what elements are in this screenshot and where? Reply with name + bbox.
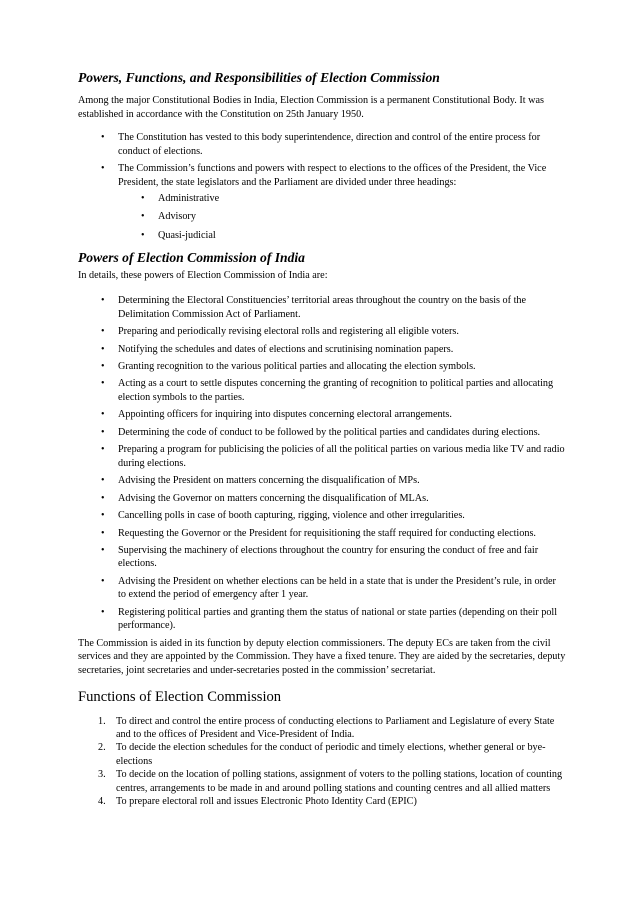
list-item: • Acting as a court to settle disputes concerning the granting of recognition to political parties and allocating election symbols to the parties. <box>101 378 554 403</box>
list-item: 3. To decide on the location of polling stations, assignment of voters to the polling stations, location of counting centres, arrangements to be made in and around polling stations and counting centres and all allied matters <box>98 769 563 794</box>
bullet-icon: • <box>101 527 105 539</box>
bullet-icon: • <box>101 444 105 456</box>
bullet-icon: • <box>101 426 105 438</box>
headings-sub-list <box>118 192 566 242</box>
bullet-icon: • <box>101 409 105 421</box>
list-item: • Granting recognition to the various political parties and allocating the election symbols. <box>101 360 476 372</box>
list-item: • Preparing and periodically revising electoral rolls and registering all eligible voters. <box>101 326 459 338</box>
bullet-icon: • <box>141 211 145 223</box>
list-item: • Notifying the schedules and dates of elections and scrutinising nomination papers. <box>101 343 454 355</box>
intro-paragraph: Among the major Constitutional Bodies in India, Election Commission is a permanent Constitutional Body. It was established in accordance with the Constitution on 25th January 1950. <box>78 95 544 120</box>
functions-heading: Functions of Election Commission <box>78 689 282 706</box>
bullet-icon: • <box>101 326 105 338</box>
list-item: • Appointing officers for inquiring into disputes concerning electoral arrangements. <box>101 409 452 421</box>
list-item: • Cancelling polls in case of booth capturing, rigging, violence and other irregularities. <box>101 510 465 522</box>
list-item: • The Constitution has vested to this body superintendence, direction and control of the entire process for conduct of elections. <box>101 132 541 157</box>
bullet-icon: • <box>101 163 105 175</box>
list-item: 1. To direct and control the entire process of conducting elections to Parliament and Legislature of every State and to the offices of President and Vice-President of India. <box>98 715 555 740</box>
item-number: 3. <box>98 769 106 781</box>
powers-outro: The Commission is aided in its function by deputy election commissioners. The deputy ECs are taken from the civil services and they are appointed by the Commission. They have a fixed tenure. They are aided by the secretaries, deputy secretaries, joint secretaries and under-secretaries posted in the commission’ secretariat. <box>78 637 566 676</box>
bullet-icon: • <box>101 606 105 618</box>
list-item: • Advising the President on whether elections can be held in a state that is under the President’s rule, in order to extend the period of emergency after 1 year. <box>101 575 556 601</box>
bullet-icon: • <box>101 575 105 587</box>
bullet-icon: • <box>101 475 105 487</box>
main-heading: Powers, Functions, and Responsibilities of Election Commission <box>78 70 440 85</box>
bullet-icon: • <box>101 360 105 372</box>
list-item: • Advisory <box>141 211 196 223</box>
list-item: • Registering political parties and granting them the status of national or state parties (depending on their poll performance). <box>101 606 558 632</box>
intro-bullet-list <box>78 131 566 242</box>
list-item: • Quasi-judicial <box>141 229 216 241</box>
bullet-icon: • <box>141 229 145 241</box>
item-number: 2. <box>98 742 106 754</box>
list-item: • Supervising the machinery of elections throughout the country for ensuring the conduct of free and fair elections. <box>101 544 539 570</box>
list-item: 2. To decide the election schedules for the conduct of periodic and timely elections, whether general or bye-elections <box>98 742 546 767</box>
list-item: • The Commission’s functions and powers with respect to elections to the offices of the President, the Vice President, the state legislators and the Parliament are divided under three headings: • Administrative • Advisory • Quasi-judicial <box>118 162 566 242</box>
list-item: • Requesting the Governor or the President for requisitioning the staff required for conducting elections. <box>101 527 536 539</box>
list-item: • Determining the code of conduct to be followed by the political parties and candidates during elections. <box>101 426 541 438</box>
functions-list <box>78 715 566 809</box>
list-item: • Advising the Governor on matters concerning the disqualification of MLAs. <box>101 492 429 504</box>
bullet-icon: • <box>101 343 105 355</box>
item-number: 1. <box>98 715 106 727</box>
powers-list <box>78 294 566 633</box>
bullet-icon: • <box>101 132 105 144</box>
item-number: 4. <box>98 796 106 808</box>
bullet-icon: • <box>141 193 145 205</box>
bullet-icon: • <box>101 378 105 390</box>
list-item: 4. To prepare electoral roll and issues Electronic Photo Identity Card (EPIC) <box>98 796 417 808</box>
list-item: • Advising the President on matters concerning the disqualification of MPs. <box>101 475 420 487</box>
list-item: • Administrative <box>141 193 220 205</box>
bullet-icon: • <box>101 492 105 504</box>
powers-intro: In details, these powers of Election Commission of India are: <box>78 269 328 281</box>
bullet-icon: • <box>101 544 105 556</box>
bullet-icon: • <box>101 295 105 307</box>
bullet-icon: • <box>101 510 105 522</box>
document-page <box>78 70 566 809</box>
list-item: • Preparing a program for publicising the policies of all the political parties on various media like TV and radio during elections. <box>101 444 565 469</box>
list-item: • Determining the Electoral Constituencies’ territorial areas throughout the country on the basis of the Delimitation Commission Act of Parliament. <box>101 295 527 320</box>
powers-heading: Powers of Election Commission of India <box>78 250 305 266</box>
